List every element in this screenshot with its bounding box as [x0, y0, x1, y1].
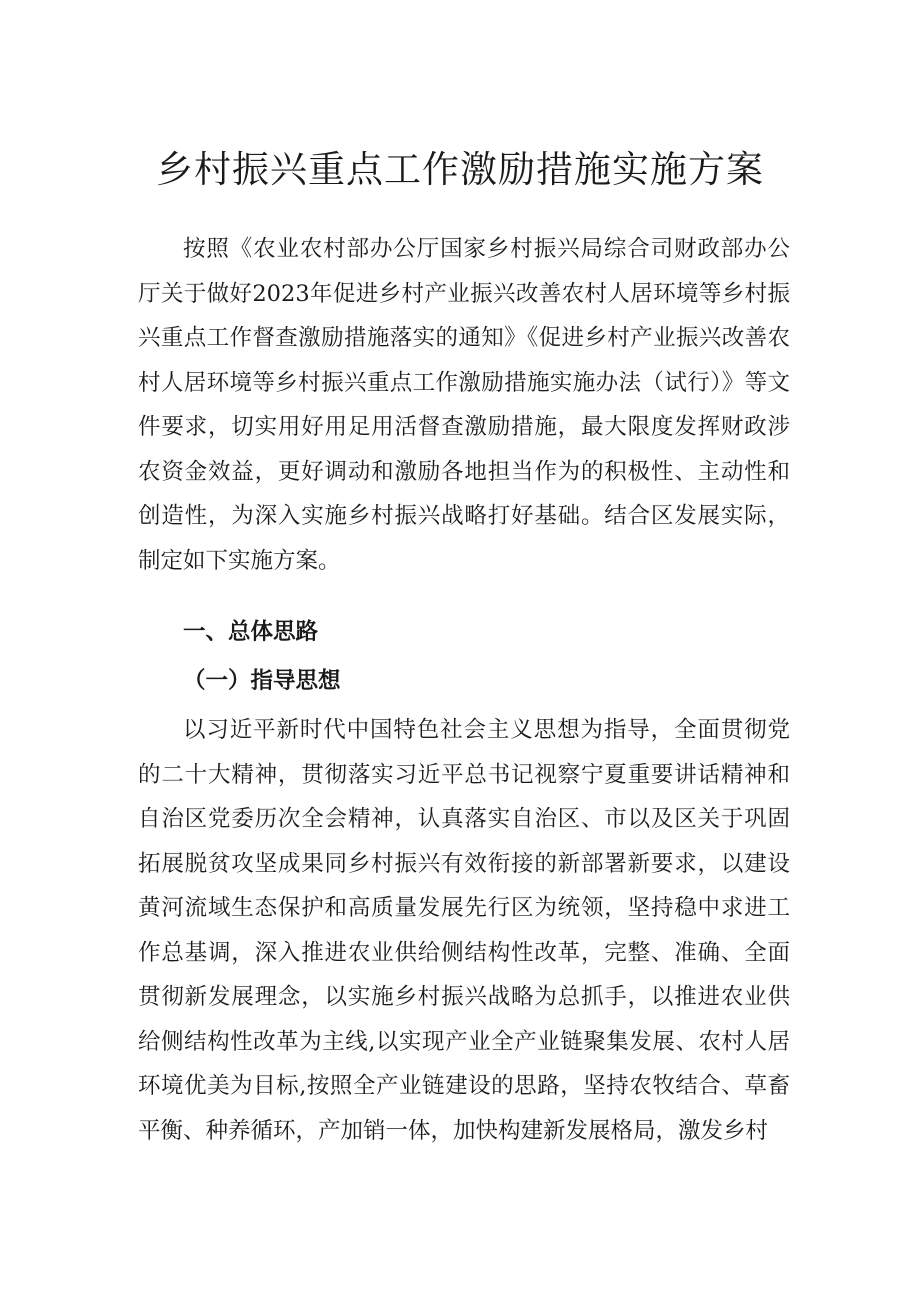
section-heading-overall-approach: 一、总体思路 [183, 619, 319, 645]
document-title: 乡村振兴重点工作激励措施实施方案 [156, 148, 764, 191]
subsection-heading-guiding-ideology: （一）指导思想 [183, 668, 341, 694]
intro-paragraph: 按照《农业农村部办公厅国家乡村振兴局综合司财政部办公厅关于做好2023年促进乡村产业振兴改善农村人居环境等乡村振兴重点工作督查激励措施落实的通知》《促进乡村产业振兴改善农村人居环境等乡村振兴重点工作激励措施实施办法（试行）》等文件要求，切实用好用足用活督查激励措施，最大限度发挥财政涉农资金效益，更好调动和激励各地担当作为的积极性、主动性和创造性，为深入实施乡村振兴战略打好基础。结合区发展实际，制定如下实施方案。 [138, 236, 790, 574]
guiding-ideology-paragraph: 以习近平新时代中国特色社会主义思想为指导，全面贯彻党的二十大精神，贯彻落实习近平总书记视察宁夏重要讲话精神和自治区党委历次全会精神，认真落实自治区、市以及区关于巩固拓展脱贫攻坚成果同乡村振兴有效衔接的新部署新要求，以建设黄河流域生态保护和高质量发展先行区为统领，坚持稳中求进工作总基调，深入推进农业供给侧结构性改革，完整、准确、全面贯彻新发展理念，以实施乡村振兴战略为总抓手，以推进农业供给侧结构性改革为主线,以实现产业全产业链聚集发展、农村人居环境优美为目标,按照全产业链建设的思路，坚持农牧结合、草畜平衡、种养循环，产加销一体，加快构建新发展格局，激发乡村 [138, 717, 790, 1144]
